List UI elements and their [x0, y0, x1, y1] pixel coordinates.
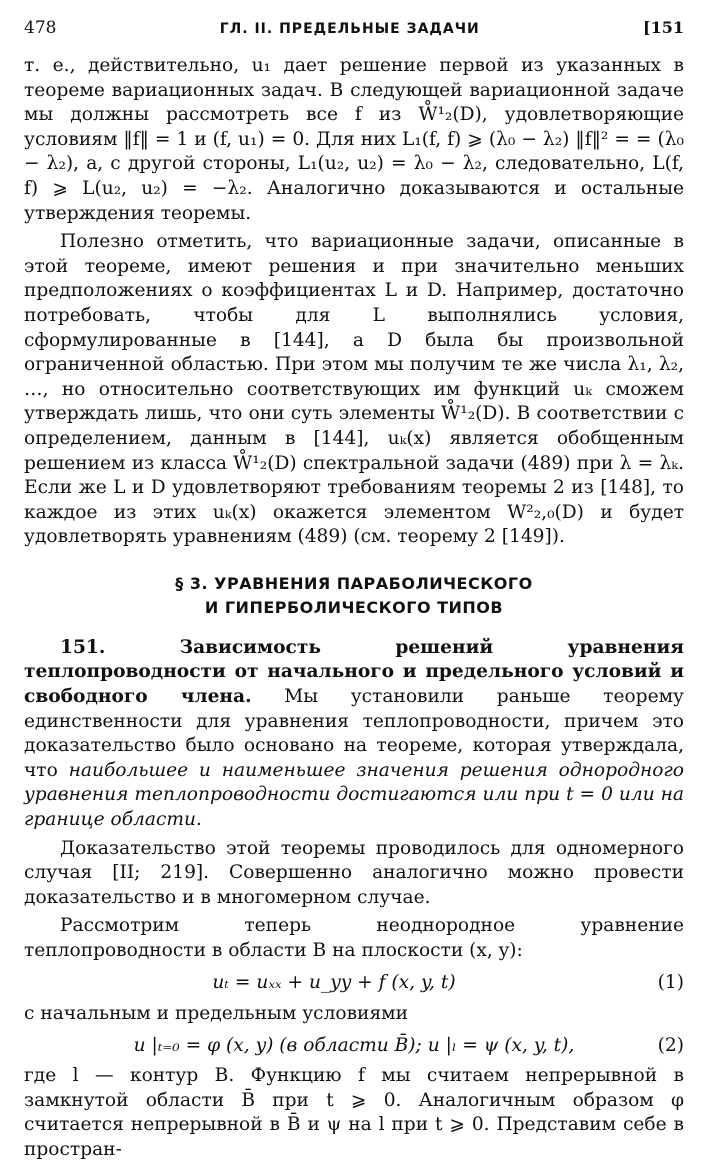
- subsection-title: 151. Зависимость решений уравнения теплопроводности от начального и предельного условий и свободного члена.: [24, 636, 684, 708]
- paragraph-4: Доказательство этой теоремы проводилось для одномерного случая [II; 219]. Совершенно аналогично можно провести доказательство и в многомерном случае.: [24, 837, 684, 908]
- paragraph-6: с начальным и предельным условиями: [24, 1002, 409, 1024]
- paragraph-5: Рассмотрим теперь неоднородное уравнение теплопроводности в области B на плоскости (x, y):: [24, 915, 684, 961]
- equation-2-body: u |ₜ₌₀ = φ (x, y) (в области B̄); u |ₗ = ψ (x, y, t),: [133, 1034, 575, 1056]
- paragraph-3: [24, 636, 684, 833]
- chapter-title: ГЛ. II. ПРЕДЕЛЬНЫЕ ЗАДАЧИ: [219, 21, 480, 37]
- equation-2: [24, 1026, 684, 1064]
- section-reference: [151: [643, 18, 684, 37]
- equation-2-number: (2): [657, 1034, 684, 1056]
- paragraph-1: т. е., действительно, u₁ дает решение первой из указанных в теореме вариационных задач. В следующей вариационной задаче мы должны рассмотреть все f из W̊¹₂(D), удовлетворяющие условиям ‖f‖ = 1 и (f, u₁) = 0. Для них L₁(f, f) ⩾ (λ₀ − λ₂) ‖f‖² = = (λ₀ − λ₂), а, с другой стороны, L₁(u₂, u₂) = λ₀ − λ₂, следовательно, L(f, f) ⩾ L(u₂, u₂) = −λ₂. Аналогично доказываются и остальные утверждения теоремы.: [24, 55, 684, 224]
- paragraph-2: Полезно отметить, что вариационные задачи, описанные в этой теореме, имеют решения и при значительно меньших предположениях о коэффициентах L и D. Например, достаточно потребовать, чтобы для L выполнялись условия, сформулированные в [144], а D была бы произвольной ограниченной областью. При этом мы получим те же числа λ₁, λ₂, …, но относительно соответствующих им функций uₖ сможем утверждать лишь, что они суть элементы W̊¹₂(D). В соответствии с определением, данным в [144], uₖ(x) является обобщенным решением из класса W̊¹₂(D) спектральной задачи (489) при λ = λₖ. Если же L и D удовлетворяют требованиям теоремы 2 из [148], то каждое из этих uₖ(x) окажется элементом W²₂,₀(D) и будет удовлетворять уравнениям (489) (см. теорему 2 [149]).: [24, 231, 684, 548]
- equation-1: [24, 964, 684, 1002]
- paragraph-3-emphasis: наибольшее и наименьшее значения решения однородного уравнения теплопроводности достигаются или при t = 0 или на границе области.: [24, 759, 685, 831]
- section-heading: [24, 572, 684, 620]
- equation-1-body: uₜ = uₓₓ + u_yy + f (x, y, t): [212, 972, 456, 994]
- paragraph-7: где l — контур B. Функцию f мы считаем непрерывной в замкнутой области B̄ при t ⩾ 0. Аналогичным образом φ считается непрерывной в B̄ и ψ на l при t ⩾ 0. Представим себе в простран-: [24, 1065, 684, 1160]
- running-header: [24, 18, 684, 54]
- section-heading-line-2: И ГИПЕРБОЛИЧЕСКОГО ТИПОВ: [204, 597, 504, 617]
- paragraph-3-text: Мы установили раньше теорему единственности для уравнения теплопроводности, причем это доказательство было основано на теореме, которая утверждала, что: [24, 686, 684, 781]
- page-number: 478: [24, 18, 57, 38]
- equation-1-number: (1): [657, 972, 684, 994]
- page-body: [24, 54, 684, 1163]
- section-heading-line-1: § 3. УРАВНЕНИЯ ПАРАБОЛИЧЕСКОГО: [175, 573, 533, 593]
